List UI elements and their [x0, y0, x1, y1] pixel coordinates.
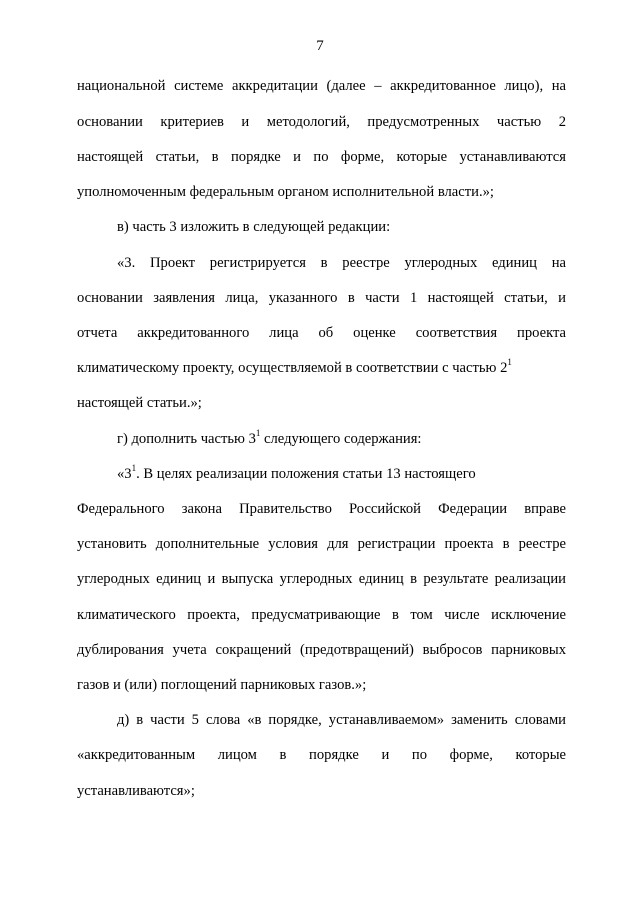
text-segment: следующего содержания: [260, 431, 422, 447]
superscript: 1 [131, 463, 137, 473]
superscript: 1 [255, 428, 261, 438]
text-line: установить дополнительные условия для регистрации проекта в реестре [77, 536, 566, 552]
text-line: климатического проекта, предусматривающие в том числе исключение [77, 607, 566, 623]
text-line: настоящей статьи, в порядке и по форме, которые устанавливаются [77, 149, 566, 165]
text-line: устанавливаются»; [77, 783, 195, 799]
superscript: 1 [507, 357, 512, 367]
text-line [77, 359, 566, 377]
text-line: настоящей статьи.»; [77, 395, 202, 411]
text-line: газов и (или) поглощений парниковых газов.»; [77, 677, 367, 693]
text-line: национальной системе аккредитации (далее – аккредитованное лицо), на [77, 78, 566, 94]
text-line: уполномоченным федеральным органом исполнительной власти.»; [77, 184, 494, 200]
text-line: отчета аккредитованного лица об оценке соответствия проекта [77, 325, 566, 341]
text-line: «аккредитованным лицом в порядке и по форме, которые [77, 747, 566, 763]
text-line: углеродных единиц и выпуска углеродных единиц в результате реализации [77, 571, 566, 587]
text-line [117, 465, 566, 483]
page-number: 7 [316, 38, 324, 54]
text-line: д) в части 5 слова «в порядке, устанавливаемом» заменить словами [117, 712, 566, 728]
text-segment: климатическому проекту, осуществляемой в соответствии с частью 2 [77, 360, 508, 376]
text-line: основании заявления лица, указанного в части 1 настоящей статьи, и [77, 290, 566, 306]
text-line: основании критериев и методологий, предусмотренных частью 2 [77, 114, 566, 130]
text-line: Федерального закона Правительство Российской Федерации вправе [77, 501, 566, 517]
text-segment: . В целях реализации положения статьи 13 настоящего [136, 466, 476, 482]
text-segment: г) дополнить частью 3 [117, 431, 256, 447]
text-line: «3. Проект регистрируется в реестре углеродных единиц на [117, 255, 566, 271]
text-line [117, 430, 566, 448]
text-segment: «3 [117, 466, 132, 482]
text-line: дублирования учета сокращений (предотвращений) выбросов парниковых [77, 642, 566, 658]
text-line: в) часть 3 изложить в следующей редакции: [117, 219, 391, 235]
